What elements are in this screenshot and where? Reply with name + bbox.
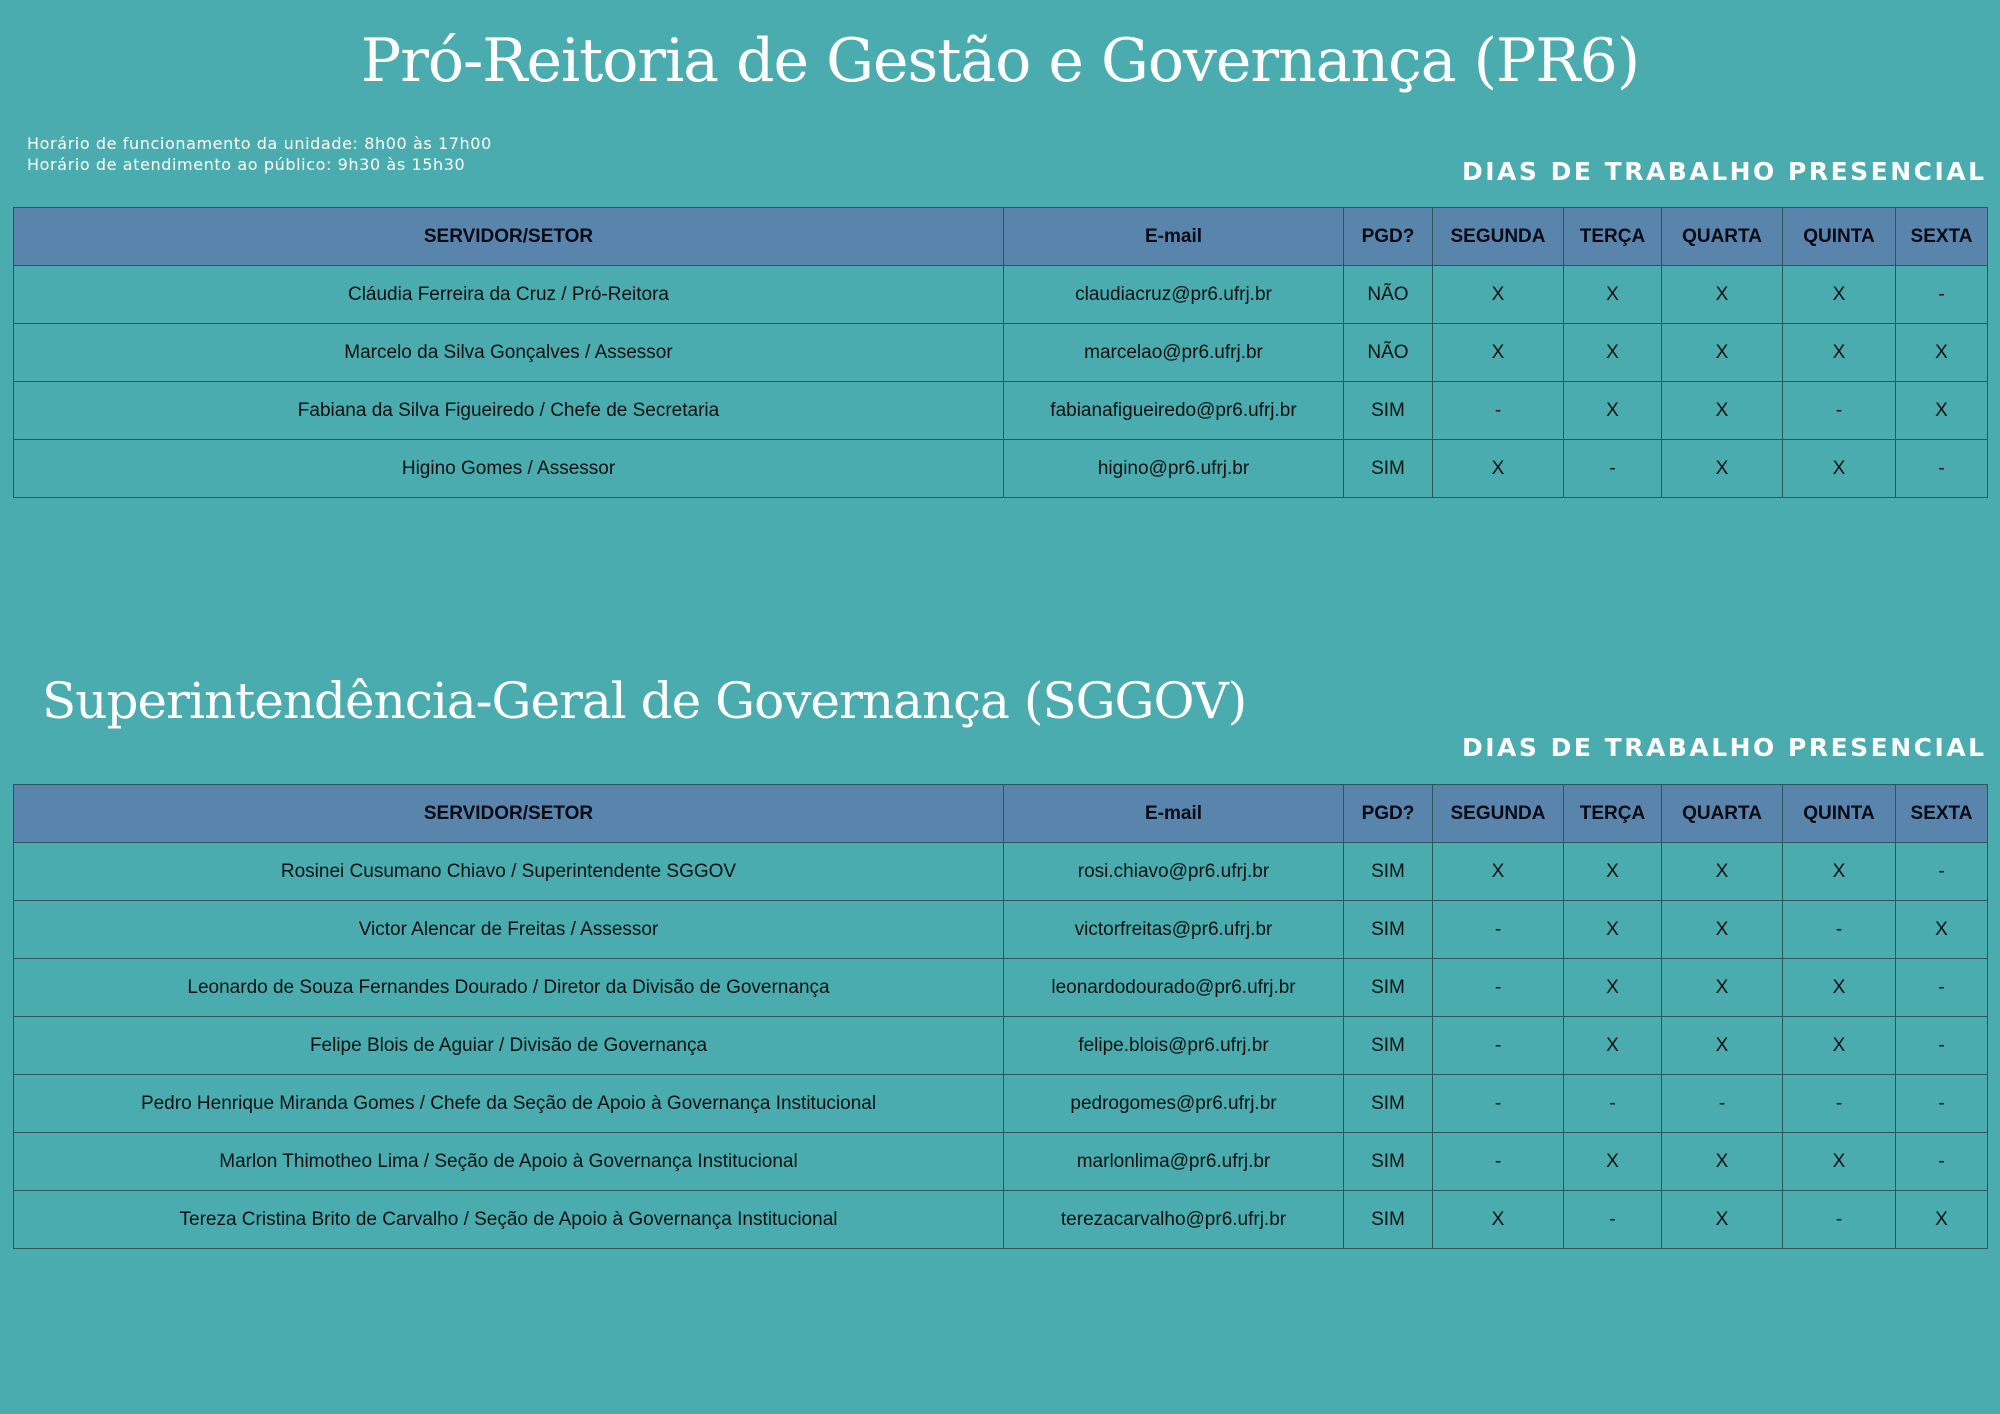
cell-quinta: - <box>1783 1191 1896 1249</box>
cell-quinta: X <box>1783 324 1896 382</box>
cell-servidor-setor: Rosinei Cusumano Chiavo / Superintendente SGGOV <box>14 843 1004 901</box>
cell-pgd: SIM <box>1344 843 1433 901</box>
sggov-days-heading: DIAS DE TRABALHO PRESENCIAL <box>1462 733 1987 762</box>
cell-quinta: - <box>1783 1075 1896 1133</box>
column-header-email: E-mail <box>1004 208 1344 266</box>
cell-email: higino@pr6.ufrj.br <box>1004 440 1344 498</box>
cell-quarta: X <box>1662 959 1783 1017</box>
column-header-quarta: QUARTA <box>1662 208 1783 266</box>
cell-email: felipe.blois@pr6.ufrj.br <box>1004 1017 1344 1075</box>
cell-quarta: X <box>1662 382 1783 440</box>
cell-pgd: SIM <box>1344 959 1433 1017</box>
cell-quarta: - <box>1662 1075 1783 1133</box>
column-header-pgd: PGD? <box>1344 208 1433 266</box>
cell-segunda: X <box>1433 266 1564 324</box>
cell-quinta: X <box>1783 843 1896 901</box>
cell-email: terezacarvalho@pr6.ufrj.br <box>1004 1191 1344 1249</box>
table-row <box>14 382 1988 440</box>
cell-terca: X <box>1564 1133 1662 1191</box>
cell-quinta: X <box>1783 1133 1896 1191</box>
cell-email: rosi.chiavo@pr6.ufrj.br <box>1004 843 1344 901</box>
cell-email: leonardodourado@pr6.ufrj.br <box>1004 959 1344 1017</box>
cell-sexta: - <box>1896 1017 1988 1075</box>
column-header-sexta: SEXTA <box>1896 208 1988 266</box>
table-row <box>14 1133 1988 1191</box>
column-header-email: E-mail <box>1004 785 1344 843</box>
cell-servidor-setor: Cláudia Ferreira da Cruz / Pró-Reitora <box>14 266 1004 324</box>
cell-servidor-setor: Marlon Thimotheo Lima / Seção de Apoio à Governança Institucional <box>14 1133 1004 1191</box>
cell-servidor-setor: Leonardo de Souza Fernandes Dourado / Diretor da Divisão de Governança <box>14 959 1004 1017</box>
cell-servidor-setor: Tereza Cristina Brito de Carvalho / Seção de Apoio à Governança Institucional <box>14 1191 1004 1249</box>
pr6-days-heading: DIAS DE TRABALHO PRESENCIAL <box>1462 157 1987 186</box>
table-row <box>14 901 1988 959</box>
cell-servidor-setor: Marcelo da Silva Gonçalves / Assessor <box>14 324 1004 382</box>
cell-pgd: SIM <box>1344 1133 1433 1191</box>
cell-sexta: - <box>1896 266 1988 324</box>
pr6-staff-table <box>13 207 1988 498</box>
table-row <box>14 843 1988 901</box>
cell-servidor-setor: Felipe Blois de Aguiar / Divisão de Governança <box>14 1017 1004 1075</box>
cell-segunda: X <box>1433 1191 1564 1249</box>
cell-quinta: X <box>1783 1017 1896 1075</box>
cell-sexta: - <box>1896 843 1988 901</box>
cell-terca: - <box>1564 1075 1662 1133</box>
cell-segunda: X <box>1433 843 1564 901</box>
pr6-title: Pró-Reitoria de Gestão e Governança (PR6) <box>360 26 1640 96</box>
cell-terca: X <box>1564 266 1662 324</box>
cell-pgd: SIM <box>1344 1191 1433 1249</box>
cell-quarta: X <box>1662 1191 1783 1249</box>
table-row <box>14 1075 1988 1133</box>
cell-sexta: - <box>1896 440 1988 498</box>
column-header-sexta: SEXTA <box>1896 785 1988 843</box>
column-header-quinta: QUINTA <box>1783 785 1896 843</box>
column-header-terca: TERÇA <box>1564 785 1662 843</box>
cell-servidor-setor: Higino Gomes / Assessor <box>14 440 1004 498</box>
cell-email: claudiacruz@pr6.ufrj.br <box>1004 266 1344 324</box>
table-header-row <box>14 785 1988 843</box>
cell-segunda: - <box>1433 382 1564 440</box>
cell-sexta: - <box>1896 959 1988 1017</box>
cell-sexta: X <box>1896 1191 1988 1249</box>
cell-terca: - <box>1564 1191 1662 1249</box>
column-header-pgd: PGD? <box>1344 785 1433 843</box>
cell-terca: X <box>1564 843 1662 901</box>
cell-email: pedrogomes@pr6.ufrj.br <box>1004 1075 1344 1133</box>
sggov-title: Superintendência-Geral de Governança (SGGOV) <box>42 672 1247 730</box>
cell-sexta: - <box>1896 1075 1988 1133</box>
cell-segunda: - <box>1433 901 1564 959</box>
cell-terca: X <box>1564 1017 1662 1075</box>
cell-quarta: X <box>1662 1017 1783 1075</box>
cell-email: marlonlima@pr6.ufrj.br <box>1004 1133 1344 1191</box>
cell-quarta: X <box>1662 266 1783 324</box>
cell-terca: X <box>1564 959 1662 1017</box>
cell-pgd: NÃO <box>1344 324 1433 382</box>
cell-pgd: SIM <box>1344 440 1433 498</box>
cell-email: fabianafigueiredo@pr6.ufrj.br <box>1004 382 1344 440</box>
cell-servidor-setor: Pedro Henrique Miranda Gomes / Chefe da Seção de Apoio à Governança Institucional <box>14 1075 1004 1133</box>
table-header-row <box>14 208 1988 266</box>
table-row <box>14 1017 1988 1075</box>
opening-hours <box>27 133 492 175</box>
public-hours-text: Horário de atendimento ao público: 9h30 às 15h30 <box>27 155 466 174</box>
cell-segunda: X <box>1433 324 1564 382</box>
cell-segunda: - <box>1433 1133 1564 1191</box>
column-header-servidor-setor: SERVIDOR/SETOR <box>14 785 1004 843</box>
cell-pgd: SIM <box>1344 1075 1433 1133</box>
table-row <box>14 440 1988 498</box>
table-row <box>14 324 1988 382</box>
cell-quarta: X <box>1662 324 1783 382</box>
cell-pgd: NÃO <box>1344 266 1433 324</box>
cell-terca: X <box>1564 382 1662 440</box>
cell-sexta: X <box>1896 901 1988 959</box>
cell-quinta: - <box>1783 901 1896 959</box>
cell-quinta: - <box>1783 382 1896 440</box>
cell-quarta: X <box>1662 843 1783 901</box>
cell-pgd: SIM <box>1344 382 1433 440</box>
table-row <box>14 959 1988 1017</box>
cell-quinta: X <box>1783 266 1896 324</box>
cell-sexta: X <box>1896 324 1988 382</box>
column-header-terca: TERÇA <box>1564 208 1662 266</box>
column-header-servidor-setor: SERVIDOR/SETOR <box>14 208 1004 266</box>
column-header-segunda: SEGUNDA <box>1433 208 1564 266</box>
cell-terca: X <box>1564 324 1662 382</box>
cell-email: marcelao@pr6.ufrj.br <box>1004 324 1344 382</box>
unit-hours-text: Horário de funcionamento da unidade: 8h00 às 17h00 <box>27 134 492 153</box>
column-header-quinta: QUINTA <box>1783 208 1896 266</box>
cell-quinta: X <box>1783 959 1896 1017</box>
cell-quarta: X <box>1662 1133 1783 1191</box>
cell-sexta: X <box>1896 382 1988 440</box>
column-header-segunda: SEGUNDA <box>1433 785 1564 843</box>
cell-segunda: X <box>1433 440 1564 498</box>
cell-servidor-setor: Victor Alencar de Freitas / Assessor <box>14 901 1004 959</box>
cell-sexta: - <box>1896 1133 1988 1191</box>
cell-segunda: - <box>1433 1017 1564 1075</box>
sggov-staff-table <box>13 784 1988 1249</box>
table-row <box>14 1191 1988 1249</box>
cell-servidor-setor: Fabiana da Silva Figueiredo / Chefe de Secretaria <box>14 382 1004 440</box>
column-header-quarta: QUARTA <box>1662 785 1783 843</box>
cell-terca: - <box>1564 440 1662 498</box>
cell-email: victorfreitas@pr6.ufrj.br <box>1004 901 1344 959</box>
table-row <box>14 266 1988 324</box>
cell-quarta: X <box>1662 440 1783 498</box>
cell-pgd: SIM <box>1344 901 1433 959</box>
cell-segunda: - <box>1433 959 1564 1017</box>
cell-quarta: X <box>1662 901 1783 959</box>
cell-pgd: SIM <box>1344 1017 1433 1075</box>
cell-terca: X <box>1564 901 1662 959</box>
cell-quinta: X <box>1783 440 1896 498</box>
cell-segunda: - <box>1433 1075 1564 1133</box>
